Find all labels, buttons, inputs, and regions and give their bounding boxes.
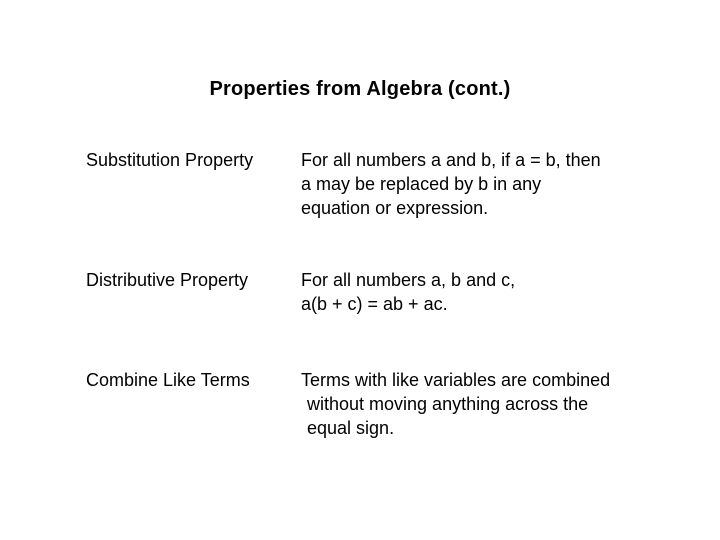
definition-line: equation or expression. xyxy=(301,198,489,218)
property-term: Combine Like Terms xyxy=(86,370,250,390)
property-definition xyxy=(301,268,671,316)
property-term: Distributive Property xyxy=(86,270,249,290)
property-term: Substitution Property xyxy=(86,150,254,170)
definition-line: without moving anything across the xyxy=(307,394,589,414)
slide-title: Properties from Algebra (cont.) xyxy=(209,78,511,100)
definition-line: For all numbers a and b, if a = b, then xyxy=(301,150,601,170)
definition-line: a may be replaced by b in any xyxy=(301,174,542,194)
property-definition xyxy=(301,148,671,220)
definition-line: equal sign. xyxy=(307,418,395,438)
definition-line: For all numbers a, b and c, xyxy=(301,270,516,290)
definition-line: a(b + c) = ab + ac. xyxy=(301,294,448,314)
definition-line: Terms with like variables are combined xyxy=(301,370,611,390)
property-definition xyxy=(301,368,671,440)
